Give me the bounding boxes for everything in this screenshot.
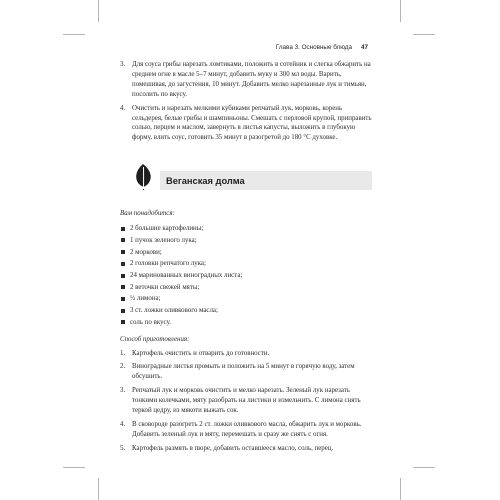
leaf-icon xyxy=(134,163,153,195)
page-number: 47 xyxy=(360,44,368,51)
list-item: соль по вкусу. xyxy=(120,317,372,329)
list-item: ½ лимона; xyxy=(120,293,372,305)
list-item: 1. Картофель очистить и отварить до готовности. xyxy=(120,349,270,357)
page-content xyxy=(120,60,372,458)
crop-mark-bottom-left xyxy=(98,478,99,500)
running-header xyxy=(276,44,368,51)
method-steps xyxy=(120,349,372,454)
ingredients-list xyxy=(120,223,372,328)
recipe-heading xyxy=(120,157,372,197)
crop-mark-bottom-right xyxy=(400,478,401,500)
recipe-title-bar xyxy=(160,171,372,190)
crop-mark-top-left xyxy=(98,0,99,22)
list-item: 3 ст. ложки оливкового масла; xyxy=(120,305,372,317)
list-item: 3. Для соуса грибы нарезать ломтиками, положить в сотейник и слегка обжарить на среднем огне в масле 5–7 минут, добавить муку и 300 мл воды. Варить, помешивая, до загустения, 10 минут. Добавить мелко нарезанные лук и тимьян, посолить по вкусу. xyxy=(120,61,371,98)
list-item: 4. Очистить и нарезать мелкими кубиками репчатый лук, морковь, корень сельдерея, белые грибы и шампиньоны. Смешать с перловой крупой, приправить солью, перцем и маслом, завернуть в листья капусты, выложить в глубокую форму, влить соус, готовить 35 минут в разогретой до 180 °С духовке. xyxy=(120,104,372,142)
list-item: 24 маринованных виноградных листа; xyxy=(120,270,372,282)
previous-recipe-steps xyxy=(120,60,372,143)
recipe-title: Веганская долма xyxy=(166,175,245,186)
list-item: 2 большие картофелины; xyxy=(120,223,372,235)
ingredients-heading: Вам понадобится: xyxy=(120,210,175,218)
list-item: 3. Репчатый лук и морковь очистить и мелко нарезать. Зеленый лук нарезать тонкими колечками, мяту разобрать на листики и измельчить. С лимона снять теркой цедру, из мякоти выжать сок. xyxy=(120,387,361,415)
crop-mark-left-bottom xyxy=(63,467,85,468)
list-item: 4. В сковороде разогреть 2 ст. ложки оливкового масла, обжарить лук и морковь. Добавить зеленый лук и мяту, перемешать и сразу же снять с огня. xyxy=(120,421,362,438)
crop-mark-left-top xyxy=(63,34,85,35)
crop-mark-right-bottom xyxy=(413,467,435,468)
list-item: 2 веточки свежей мяты; xyxy=(120,282,372,294)
list-item: 2 моркови; xyxy=(120,247,372,259)
crop-mark-top-right xyxy=(400,0,401,22)
chapter-title: Глава 3. Основные блюда xyxy=(275,44,352,51)
list-item: 2. Виноградные листья промыть и положить на 5 минут в горячую воду, затем обсушить. xyxy=(120,363,355,381)
method-heading: Способ приготовления: xyxy=(120,335,190,343)
crop-mark-right-top xyxy=(413,34,435,35)
list-item: 5. Картофель размять в пюре, добавить оставшееся масло, соль, перец. xyxy=(120,444,334,452)
list-item: 1 пучок зеленого лука; xyxy=(120,235,372,247)
list-item: 2 головки репчатого лука; xyxy=(120,258,372,270)
